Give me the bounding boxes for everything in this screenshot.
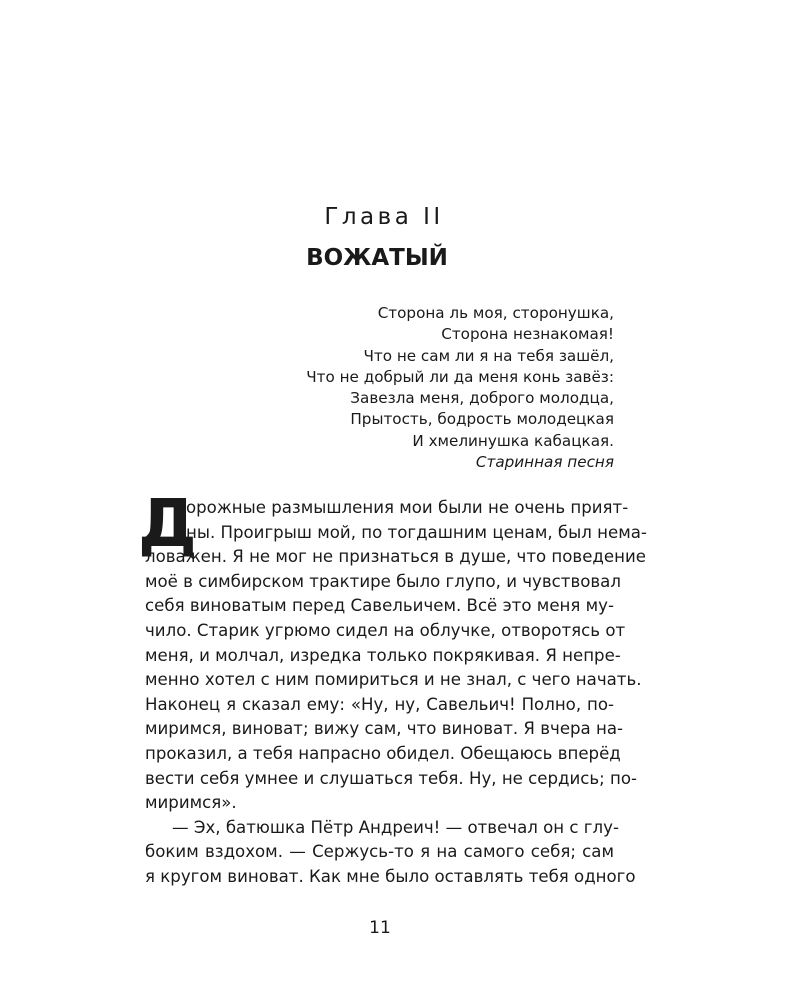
text-line: орожные размышления мои были не очень прият- xyxy=(186,498,629,517)
body-text xyxy=(138,485,647,890)
text-line: меня, и молчал, изредка только покрякивая. Я непре- xyxy=(145,645,621,665)
epigraph-line: Сторона ль моя, сторонушка, xyxy=(377,304,614,322)
text-line: моё в симбирском трактире было глупо, и чувствовал xyxy=(145,571,621,591)
text-line: себя виноватым перед Савельичем. Всё это меня му- xyxy=(145,596,614,616)
chapter-number: Глава II xyxy=(324,204,444,230)
text-line: боким вздохом. — Сержусь-то я на самого себя; сам xyxy=(145,842,614,862)
epigraph xyxy=(306,303,614,473)
text-line: миримся, виноват; вижу сам, что виноват. Я вчера на- xyxy=(145,719,624,739)
chapter-title: ВОЖАТЫЙ xyxy=(306,245,448,271)
text-line: менно хотел с ним помириться и не знал, с чего начать. xyxy=(145,670,642,690)
epigraph-line: Сторона незнакомая! xyxy=(441,325,614,344)
text-line: — Эх, батюшка Пётр Андреич! — отвечал он с глу- xyxy=(172,817,619,837)
epigraph-source: Старинная песня xyxy=(475,453,614,472)
text-line: миримся». xyxy=(145,793,237,813)
text-line: чило. Старик угрюмо сидел на облучке, отворотясь от xyxy=(145,620,626,640)
text-line: вести себя умнее и слушаться тебя. Ну, не сердись; по- xyxy=(145,768,638,788)
text-line: ловажен. Я не мог не признаться в душе, что поведение xyxy=(145,547,646,567)
epigraph-line: И хмелинушка кабацкая. xyxy=(412,431,614,450)
epigraph-line: Что не добрый ли да меня конь завёз: xyxy=(306,367,614,386)
text-line: Наконец я сказал ему: «Ну, ну, Савельич! Полно, по- xyxy=(145,694,614,714)
drop-cap: Д xyxy=(138,485,197,562)
page-number: 11 xyxy=(369,918,391,938)
epigraph-line: Завезла меня, доброго молодца, xyxy=(350,389,614,408)
epigraph-line: Что не сам ли я на тебя зашёл, xyxy=(363,346,614,365)
text-line: я кругом виноват. Как мне было оставлять тебя одного xyxy=(145,866,636,886)
text-line: проказил, а тебя напрасно обидел. Обещаюсь вперёд xyxy=(145,743,621,763)
text-line: ны. Проигрыш мой, по тогдашним ценам, был нема- xyxy=(186,522,647,542)
epigraph-line: Прытость, бодрость молодецкая xyxy=(350,410,614,429)
